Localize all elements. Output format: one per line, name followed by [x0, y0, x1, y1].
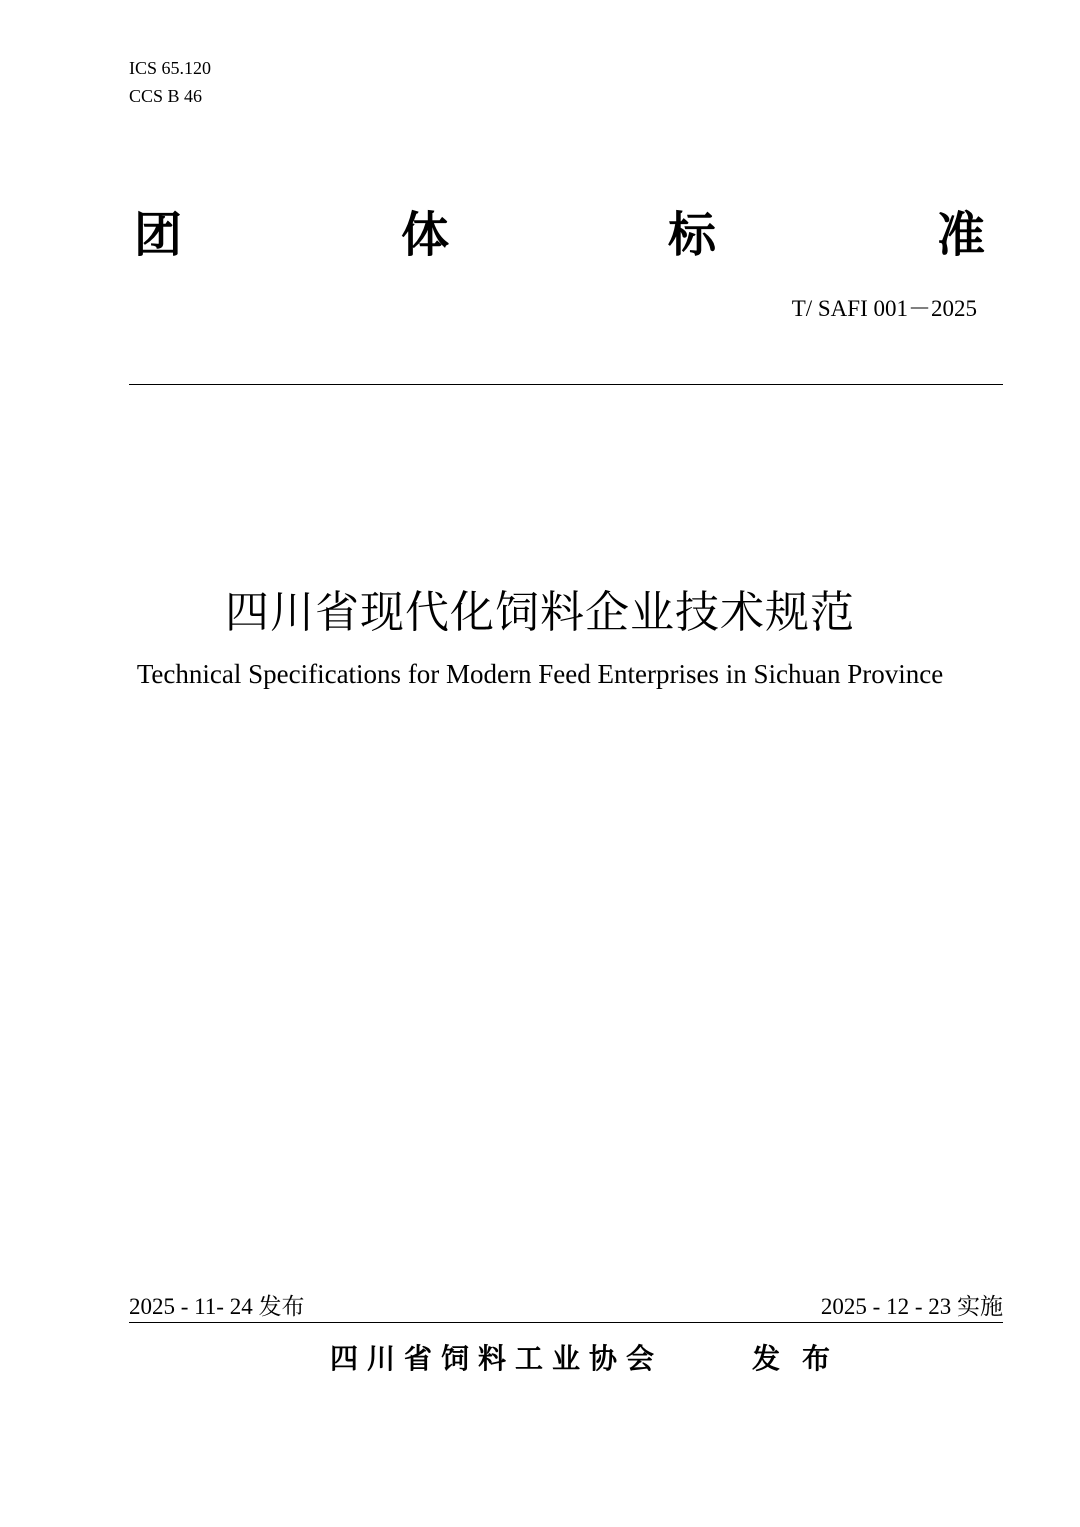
banner-char-1: 团	[134, 207, 183, 263]
publish-label: 发布	[752, 1342, 853, 1375]
publisher-name: 四川省饲料工业协会	[330, 1342, 664, 1375]
banner-char-2: 体	[401, 207, 450, 263]
implementation-date: 2025 - 12 - 23 实施	[820, 1294, 1003, 1319]
banner-char-4: 准	[937, 207, 986, 263]
banner-char-3: 标	[668, 207, 717, 263]
bottom-divider	[129, 1322, 1003, 1323]
standard-number: T/ SAFI 001－2025	[791, 296, 977, 321]
classification-codes	[129, 54, 211, 110]
ics-code: ICS 65.120	[129, 58, 212, 78]
ccs-code: CCS B 46	[129, 86, 203, 106]
document-title-en: Technical Specifications for Modern Feed Enterprises in Sichuan Province	[136, 659, 944, 689]
top-divider	[129, 384, 1003, 385]
issue-date: 2025 - 11- 24 发布	[129, 1294, 305, 1319]
document-title-zh: 四川省现代化饲料企业技术规范	[225, 587, 855, 638]
